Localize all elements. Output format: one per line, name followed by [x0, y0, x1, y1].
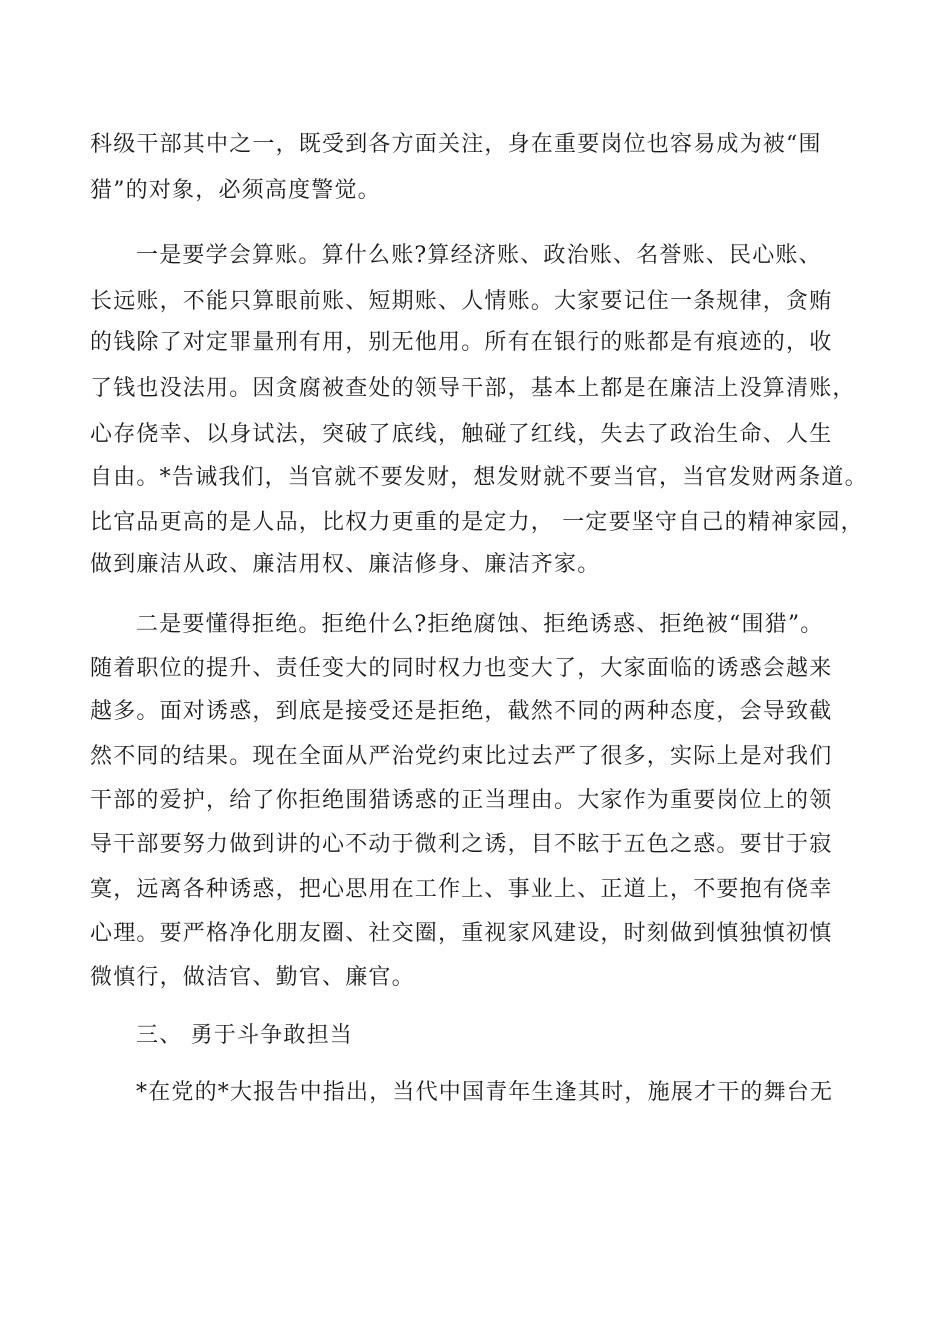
text-line: 长远账，不能只算眼前账、短期账、人情账。大家要记住一条规律，贪贿: [90, 289, 833, 314]
text-line: 心理。要严格净化朋友圈、社交圈，重视家风建设，时刻做到慎独慎初慎: [90, 921, 833, 946]
section-heading: 三、 勇于斗争敢担当: [136, 1023, 353, 1048]
text-line: 比官品更高的是人品，比权力更重的是定力， 一定要坚守自己的精神家园，: [90, 510, 864, 535]
text-line: 做到廉洁从政、廉洁用权、廉洁修身、廉洁齐家。: [90, 552, 601, 577]
text-line: 猎”的对象，必须高度警觉。: [90, 178, 381, 203]
text-line: 越多。面对诱惑，到底是接受还是拒绝，截然不同的两种态度，会导致截: [90, 699, 833, 724]
text-line: 微慎行，做洁官、勤官、廉官。: [90, 965, 415, 990]
text-line: 然不同的结果。现在全面从严治党约束比过去严了很多，实际上是对我们: [90, 744, 833, 769]
text-line: 心存侥幸、以身试法，突破了底线，触碰了红线，失去了政治生命、人生: [90, 422, 833, 447]
text-line: 导干部要努力做到讲的心不动于微利之诱，目不眩于五色之惑。要甘于寂: [90, 832, 833, 857]
paragraph-first-line: 一是要学会算账。算什么账?算经济账、政治账、名誉账、民心账、: [136, 243, 822, 268]
text-line: 干部的爱护，给了你拒绝围猎诱惑的正当理由。大家作为重要岗位上的领: [90, 788, 833, 813]
text-line: 随着职位的提升、责任变大的同时权力也变大了，大家面临的诱惑会越来: [90, 656, 833, 681]
text-line: 寞，远离各种诱惑，把心思用在工作上、事业上、正道上，不要抱有侥幸: [90, 877, 833, 902]
paragraph-first-line: *在党的*大报告中指出，当代中国青年生逢其时，施展才干的舞台无: [136, 1080, 834, 1105]
text-line: 的钱除了对定罪量刑有用，别无他用。所有在银行的账都是有痕迹的，收: [90, 330, 833, 355]
text-line: 了钱也没法用。因贪腐被查处的领导干部，基本上都是在廉洁上没算清账，: [90, 376, 856, 401]
text-line: 科级干部其中之一，既受到各方面关注，身在重要岗位也容易成为被“围: [90, 132, 822, 157]
paragraph-first-line: 二是要懂得拒绝。拒绝什么?拒绝腐蚀、拒绝诱惑、拒绝被“围猎”。: [136, 612, 824, 637]
text-line: 自由。*告诫我们，当官就不要发财，想发财就不要当官，当官发财两条道。: [90, 465, 868, 490]
